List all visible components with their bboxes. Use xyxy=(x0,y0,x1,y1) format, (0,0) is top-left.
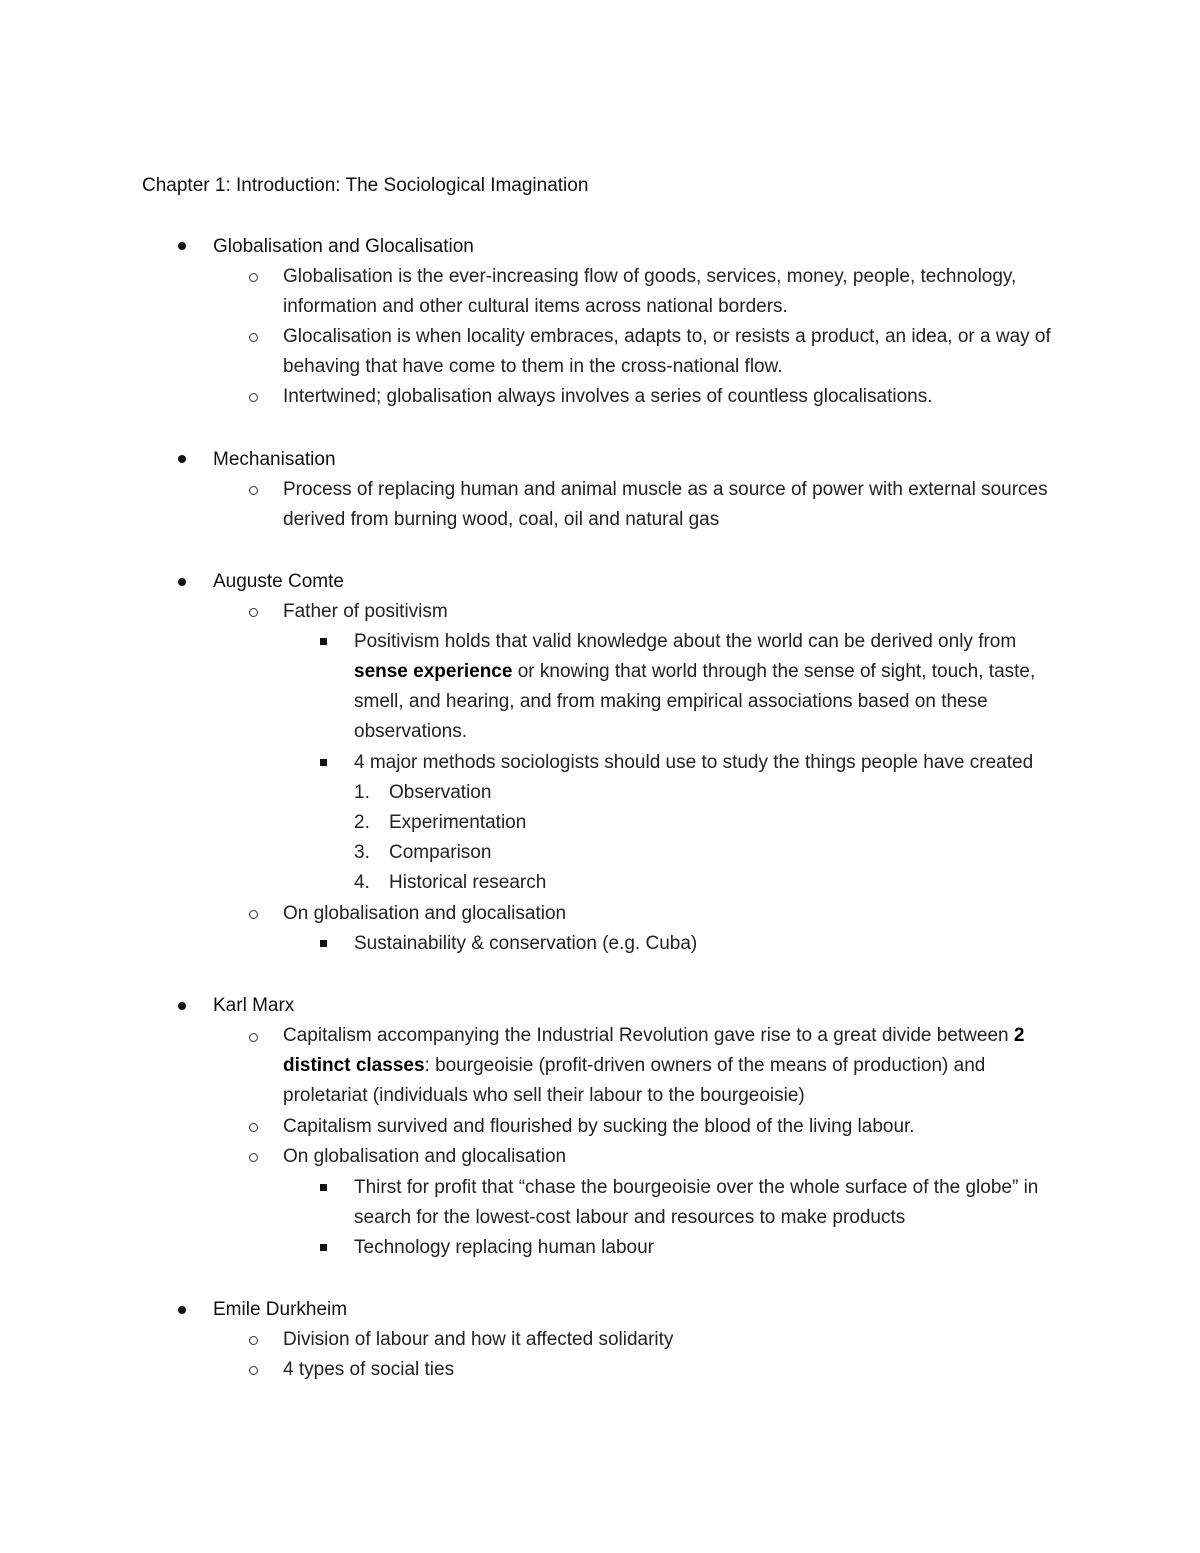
circle-bullet-icon xyxy=(249,486,258,495)
classes-text: Capitalism accompanying the Industrial Revolution gave rise to a great divide between xyxy=(283,1025,1009,1046)
page-title: Chapter 1: Introduction: The Sociological Imagination xyxy=(142,175,589,196)
positivism-text: Positivism holds that valid knowledge about the world can be derived only from xyxy=(354,631,1017,652)
list-item: 4 types of social ties xyxy=(283,1359,455,1380)
positivism-emphasis: sense experience xyxy=(354,661,513,682)
bullet-icon xyxy=(178,578,186,586)
list-number: 2. xyxy=(354,812,370,833)
list-item: 4 major methods sociologists should use to study the things people have created xyxy=(354,752,1034,773)
list-item: Glocalisation is when locality embraces, adapts to, or resists a product, an idea, or a way of behaving that have come to them in the cross-national flow. xyxy=(283,326,1051,377)
bullet-icon xyxy=(178,1306,186,1314)
circle-bullet-icon xyxy=(249,1153,258,1162)
square-bullet-icon xyxy=(320,1244,327,1251)
list-item: Comparison xyxy=(389,842,492,863)
circle-bullet-icon xyxy=(249,1033,258,1042)
list-item: Capitalism survived and flourished by sucking the blood of the living labour. xyxy=(283,1116,915,1137)
section-heading-durkheim: Emile Durkheim xyxy=(213,1299,348,1320)
circle-bullet-icon xyxy=(249,333,258,342)
square-bullet-icon xyxy=(320,1184,327,1191)
section-heading-globalisation: Globalisation and Glocalisation xyxy=(213,236,474,257)
circle-bullet-icon xyxy=(249,910,258,919)
list-item: Division of labour and how it affected solidarity xyxy=(283,1329,674,1350)
circle-bullet-icon xyxy=(249,1366,258,1375)
list-item: Process of replacing human and animal muscle as a source of power with external sources derived from burning wood, coal, oil and natural gas xyxy=(283,479,1048,530)
bullet-icon xyxy=(178,455,186,463)
square-bullet-icon xyxy=(320,759,327,766)
circle-bullet-icon xyxy=(249,1336,258,1345)
list-item: Father of positivism xyxy=(283,601,448,622)
square-bullet-icon xyxy=(320,638,327,645)
list-item: Globalisation is the ever-increasing flow of goods, services, money, people, technology, information and other cultural items across national borders. xyxy=(283,266,1017,317)
list-item-classes xyxy=(283,1021,1058,1111)
list-item: Experimentation xyxy=(389,812,527,833)
circle-bullet-icon xyxy=(249,393,258,402)
list-item: Historical research xyxy=(389,872,547,893)
list-number: 4. xyxy=(354,872,370,893)
bullet-icon xyxy=(178,1002,186,1010)
section-heading-mechanisation: Mechanisation xyxy=(213,449,336,470)
square-bullet-icon xyxy=(320,940,327,947)
bullet-icon xyxy=(178,242,186,250)
list-item: Intertwined; globalisation always involves a series of countless glocalisations. xyxy=(283,386,933,407)
positivism-text-cont: or knowing that world through the sense of sight, touch, taste, smell, and hearing, and from making empirical associations based on these observations. xyxy=(354,661,1036,742)
circle-bullet-icon xyxy=(249,273,258,282)
section-heading-marx: Karl Marx xyxy=(213,995,295,1016)
list-number: 3. xyxy=(354,842,370,863)
classes-text-cont: : bourgeoisie (profit-driven owners of the means of production) and proletariat (individuals who sell their labour to the bourgeoisie) xyxy=(283,1055,986,1106)
circle-bullet-icon xyxy=(249,608,258,617)
list-item-positivism xyxy=(354,627,1064,747)
list-item: Observation xyxy=(389,782,492,803)
classes-emphasis: 2 distinct classes xyxy=(283,1025,1025,1076)
list-item: Sustainability & conservation (e.g. Cuba) xyxy=(354,933,698,954)
section-heading-comte: Auguste Comte xyxy=(213,571,344,592)
list-item: Thirst for profit that “chase the bourgeoisie over the whole surface of the globe” in search for the lowest-cost labour and resources to make products xyxy=(354,1177,1039,1228)
list-item: On globalisation and glocalisation xyxy=(283,903,567,924)
list-item: On globalisation and glocalisation xyxy=(283,1146,567,1167)
circle-bullet-icon xyxy=(249,1123,258,1132)
list-number: 1. xyxy=(354,782,370,803)
list-item: Technology replacing human labour xyxy=(354,1237,654,1258)
